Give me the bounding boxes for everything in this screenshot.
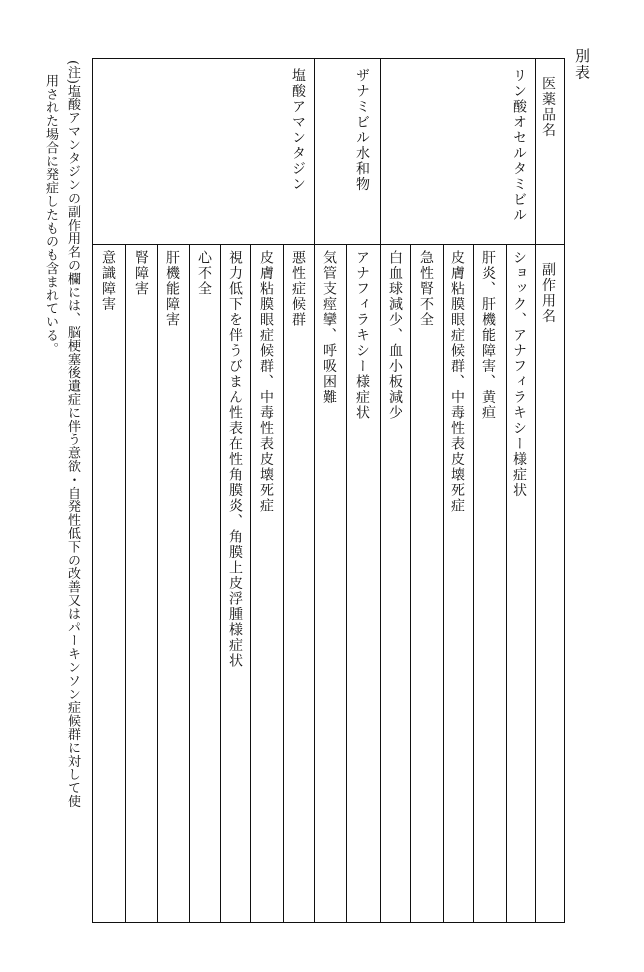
row-divider: [157, 244, 158, 923]
side-effect-cell: 視力低下を伴うびまん性表在性角膜炎、角膜上皮浮腫様症状: [227, 250, 243, 669]
row-divider: [220, 244, 221, 923]
row-divider: [473, 244, 474, 923]
side-effect-cell: 急性腎不全: [418, 250, 434, 328]
row-divider: [346, 244, 347, 923]
header-drug-name: 医薬品名: [540, 76, 556, 138]
page-label: 別表: [573, 48, 591, 81]
row-divider: [189, 244, 190, 923]
drug-group-divider-1: [380, 58, 381, 923]
drug-name: リン酸オセルタミビル: [511, 68, 527, 223]
row-divider: [250, 244, 251, 923]
side-effect-cell: ショック、アナフィラキシー様症状: [511, 250, 527, 498]
header-side-effect: 副作用名: [540, 262, 556, 324]
table-bottom-border: [92, 922, 564, 923]
side-effect-cell: 肝炎、肝機能障害、黄疸: [480, 250, 496, 421]
header-divider: [92, 244, 564, 245]
side-effect-cell: 心不全: [196, 250, 212, 297]
row-divider: [410, 244, 411, 923]
header-column-divider: [535, 58, 536, 923]
table-top-border: [92, 58, 564, 59]
side-effect-cell: 肝機能障害: [164, 250, 180, 328]
drug-name: 塩酸アマンタジン: [290, 68, 306, 192]
table-left-border: [92, 58, 93, 923]
footnote-line-2: 用された場合に発症したものも含まれている。: [43, 74, 58, 356]
side-effect-cell: アナフィラキシー様症状: [354, 250, 370, 421]
side-effect-cell: 腎障害: [133, 250, 149, 297]
side-effect-cell: 皮膚粘膜眼症候群、中毒性表皮壊死症: [258, 250, 274, 514]
side-effect-cell: 気管支痙攣、呼吸困難: [321, 250, 337, 405]
footnote-line-1: (注)塩酸アマンタジンの副作用名の欄には、脳梗塞後遺症に伴う意欲・自発性低下の改善又はパーキンソン症候群に対して使: [65, 60, 80, 808]
drug-name: ザナミビル水和物: [354, 68, 370, 192]
row-divider: [283, 244, 284, 923]
side-effect-cell: 意識障害: [100, 250, 116, 312]
side-effect-cell: 悪性症候群: [290, 250, 306, 328]
row-divider: [506, 244, 507, 923]
table-right-border: [564, 58, 565, 923]
side-effect-cell: 白血球減少、血小板減少: [387, 250, 403, 421]
row-divider: [443, 244, 444, 923]
drug-group-divider-2: [314, 58, 315, 923]
side-effect-cell: 皮膚粘膜眼症候群、中毒性表皮壊死症: [449, 250, 465, 514]
row-divider: [125, 244, 126, 923]
